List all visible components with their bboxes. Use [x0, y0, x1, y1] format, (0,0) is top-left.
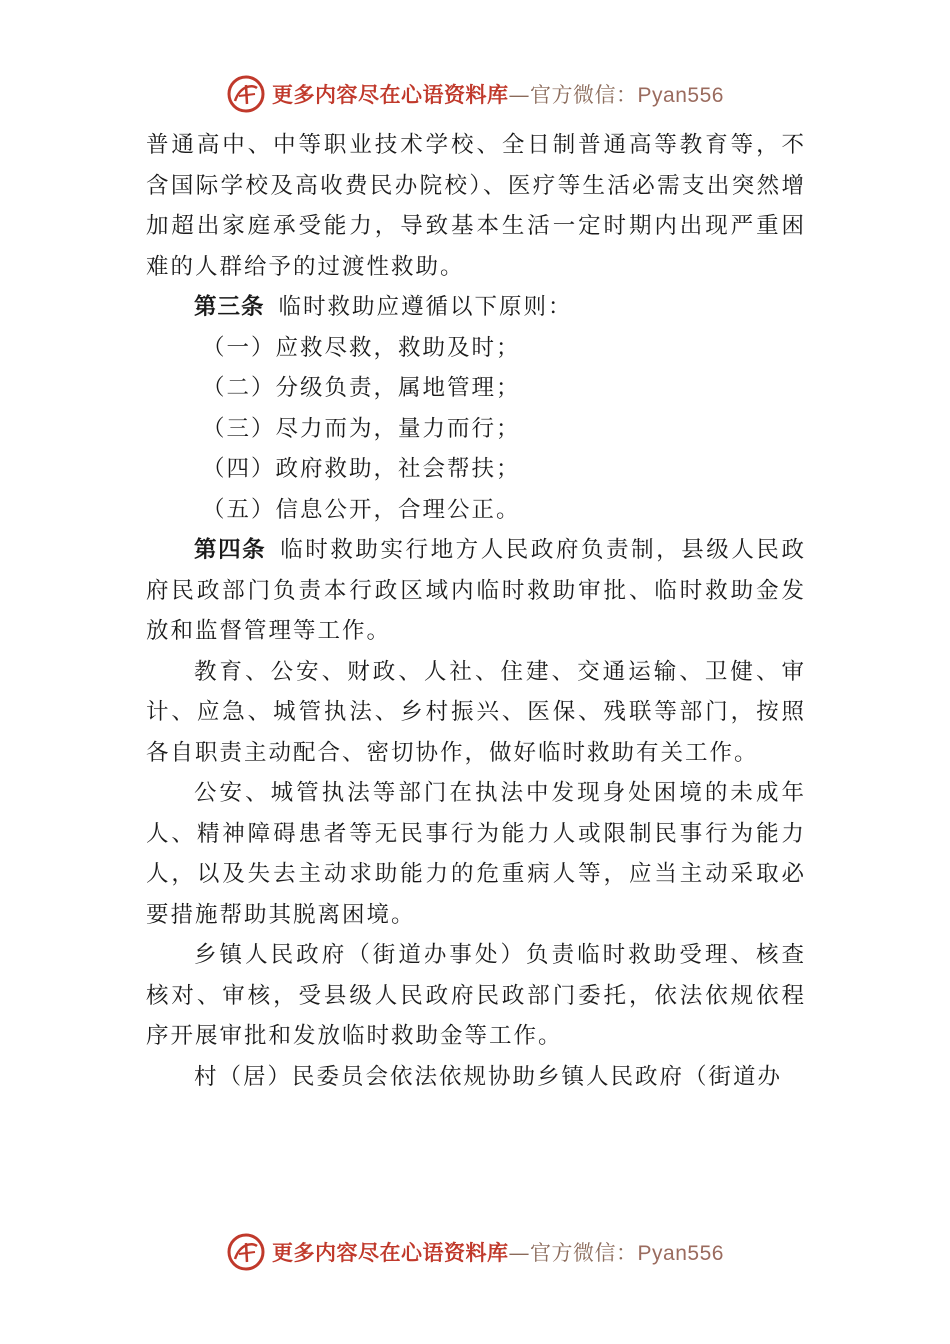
banner-site-text: 更多内容尽在心语资料库: [272, 1240, 509, 1265]
list-item: （四）政府救助，社会帮扶；: [202, 456, 521, 482]
banner-wechat-label: 官方微信：: [530, 83, 638, 107]
banner-site-text: 更多内容尽在心语资料库: [272, 82, 509, 107]
article-4-paragraph: [146, 530, 806, 652]
banner-wechat-id: Pyan556: [637, 1242, 724, 1265]
banner-wechat-id: Pyan556: [637, 84, 724, 107]
paragraph-police: 公安、城管执法等部门在执法中发现身处困境的未成年人、精神障碍患者等无民事行为能力人或限制民事行为能力人，以及失去主动求助能力的危重病人等，应当主动采取必要措施帮助其脱离困境。: [146, 780, 806, 928]
paragraph-continuation: 普通高中、中等职业技术学校、全日制普通高等教育等，不含国际学校及高收费民办院校）、医疗等生活必需支出突然增加超出家庭承受能力，导致基本生活一定时期内出现严重困难的人群给予的过渡性救助。: [146, 132, 806, 280]
header-banner: [0, 72, 950, 116]
article-3-text: 临时救助应遵循以下原则：: [278, 294, 573, 320]
document-body: [146, 125, 806, 1097]
list-item: （二）分级负责，属地管理；: [202, 375, 521, 401]
article-3-title: 第三条: [194, 294, 265, 320]
list-item: （一）应救尽救，救助及时；: [202, 334, 521, 361]
list-item: （五）信息公开，合理公正。: [202, 496, 521, 523]
paragraph-departments: 教育、公安、财政、人社、住建、交通运输、卫健、审计、应急、城管执法、乡村振兴、医保、残联等部门，按照各自职责主动配合、密切协作，做好临时救助有关工作。: [146, 658, 806, 766]
brand-logo-icon: [226, 1232, 266, 1272]
footer-banner: [0, 1230, 950, 1274]
article-3-heading: [146, 287, 806, 328]
banner-text: [272, 79, 724, 109]
article-4-text: 临时救助实行地方人民政府负责制，县级人民政府民政部门负责本行政区域内临时救助审批、临时救助金发放和监督管理等工作。: [146, 537, 806, 644]
paragraph-village: 村（居）民委员会依法依规协助乡镇人民政府（街道办: [194, 1063, 783, 1090]
paragraph-township: 乡镇人民政府（街道办事处）负责临时救助受理、核查核对、审核，受县级人民政府民政部门委托，依法依规依程序开展审批和发放临时救助金等工作。: [146, 942, 806, 1049]
brand-logo-icon: [226, 74, 266, 114]
list-item: （三）尽力而为，量力而行；: [202, 415, 521, 442]
banner-wechat-label: 官方微信：: [530, 1241, 638, 1265]
banner-separator: —: [508, 1241, 531, 1265]
banner-text: [272, 1237, 724, 1267]
article-4-title: 第四条: [194, 537, 267, 563]
banner-separator: —: [508, 83, 531, 107]
